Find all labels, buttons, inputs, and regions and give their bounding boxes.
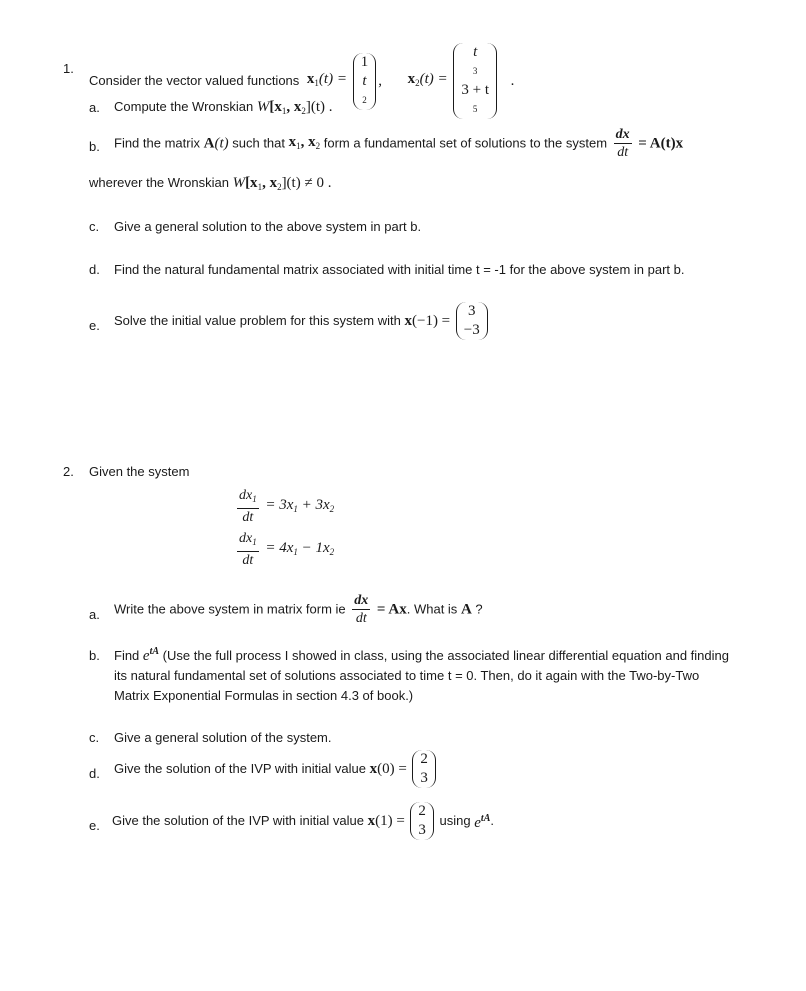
ivp-2d-x: x (369, 761, 378, 777)
eq2-rhs: = 4x (265, 539, 294, 556)
wronskian2-sub2: 2 (277, 182, 282, 192)
eq2-mid: − 1x (297, 539, 330, 556)
eq2-den: dt (242, 553, 254, 568)
comma: , (378, 73, 382, 89)
problem-2d-label: d. (89, 766, 100, 781)
derivative-numerator: dx (615, 127, 630, 142)
wronskian-symbol: W (256, 99, 270, 115)
initial-vector-2d-bottom: 3 (420, 770, 428, 786)
solution-x1-sub: 1 (296, 140, 301, 151)
wronskian2-open: [x (245, 175, 258, 191)
problem-2e-using: using (439, 813, 471, 828)
problem-2d-text (114, 750, 438, 788)
vector-x1-bottom-exp: 2 (362, 94, 367, 105)
initial-vector-1e-bottom: −3 (463, 322, 480, 338)
eq2-sub2: 2 (329, 546, 335, 557)
eq2-num: dx (239, 531, 253, 546)
problem-1c-text: Give a general solution to the above system in part b. (114, 219, 422, 234)
problem-2b-line1: (Use the full process I showed in class, using the associated linear differential equation and finding (162, 648, 729, 663)
system-rhs-A: = A (638, 135, 661, 152)
problem-2a-question: . What is (406, 601, 458, 617)
exp-e: e (142, 648, 150, 664)
vector-x1-subscript: 1 (314, 78, 319, 88)
problem-1a-text (114, 99, 333, 119)
problem-2e-label: e. (89, 818, 100, 833)
vector-x2-subscript: 2 (415, 78, 420, 88)
problem-1a-label: a. (89, 100, 100, 115)
wronskian-symbol-2: W (232, 175, 246, 191)
initial-vector-2e (410, 802, 434, 840)
initial-vector-2e-bottom: 3 (418, 822, 426, 838)
eq1-derivative (237, 487, 259, 526)
period: . (510, 73, 515, 89)
problem-1c-label: c. (89, 219, 100, 234)
problem-1d-label: d. (89, 262, 100, 277)
problem-1d-text: Find the natural fundamental matrix associated with initial time t = -1 for the above system in part b. (114, 262, 685, 277)
matrix-form-rhs: = Ax (376, 601, 407, 618)
problem-2b-find: Find (114, 648, 140, 663)
wronskian-close: ](t) . (305, 99, 333, 115)
vector-x1-bottom: t (362, 72, 367, 89)
vector-x2-bottom-exp: 5 (472, 104, 478, 114)
problem-1b-prompt-start: Find the matrix (114, 135, 200, 151)
problem-1b-text-line2 (89, 175, 331, 195)
problem-2a-prompt: Write the above system in matrix form ie (114, 601, 346, 617)
vector-x2-argument: (t) = (419, 71, 448, 87)
eq1-mid: + 3x (297, 496, 330, 513)
wronskian2-sub1: 1 (257, 182, 263, 192)
exp-tA-2e: tA (480, 813, 491, 824)
vector-x2-name: x (407, 71, 416, 87)
initial-vector-1e-top: 3 (468, 303, 476, 319)
matrix-form-den: dt (355, 611, 367, 626)
problem-2e-prompt: Give the solution of the IVP with initial value (112, 813, 364, 828)
problem-2b-text (114, 642, 774, 706)
ivp-2d-arg: (0) = (377, 761, 407, 777)
problem-1b-prompt-end: form a fundamental set of solutions to the system (323, 135, 608, 151)
wronskian-open: [x (269, 99, 282, 115)
matrix-A-symbol: A (203, 135, 215, 152)
problem-1b-prompt-mid: such that (232, 135, 286, 151)
eq2-derivative (237, 530, 259, 569)
problem-2c-label: c. (89, 730, 100, 745)
exp-tA: tA (149, 646, 160, 657)
problem-2a-text (114, 592, 483, 627)
derivative-dx-dt (614, 126, 632, 161)
vector-x1-argument: (t) = (318, 71, 347, 87)
period-2e: . (490, 813, 494, 828)
problem-2d-prompt: Give the solution of the IVP with initial value (114, 761, 366, 776)
vector-x2-top: t (473, 44, 478, 60)
problem-1e-label: e. (89, 318, 100, 333)
initial-vector-2d-top: 2 (420, 751, 428, 767)
problem-2c-text: Give a general solution of the system. (114, 730, 332, 745)
eq1-rhs: = 3x (265, 496, 294, 513)
solution-sep: , x (300, 133, 316, 150)
vector-x1-name: x (306, 71, 315, 87)
initial-vector-2d (412, 750, 436, 788)
problem-2b-line2: its natural fundamental set of solutions associated to time t = 0. Then, do it again with the Two-by-Two (114, 668, 700, 683)
problem-2-number: 2. (63, 464, 74, 479)
ivp-arg: (−1) = (411, 313, 451, 329)
eq1-num-sub: 1 (252, 494, 257, 504)
solution-x1: x (288, 133, 297, 150)
system-equation-2 (234, 530, 334, 569)
system-rhs-rest: (t)x (660, 135, 684, 152)
matrix-A-symbol-2a: A (460, 601, 472, 618)
ivp-2e-x: x (367, 813, 376, 829)
problem-1-number: 1. (63, 61, 74, 76)
wronskian2-close: ](t) ≠ 0 . (281, 175, 332, 191)
eq2-num-sub: 1 (252, 537, 257, 547)
vector-x1-column (353, 53, 377, 110)
problem-1-intro: Consider the vector valued functions (89, 73, 300, 88)
initial-vector-2e-top: 2 (418, 803, 426, 819)
vector-x2-bottom: 3 + t (461, 82, 489, 98)
problem-2b-line3: Matrix Exponential Formulas in section 4.3 of book.) (114, 688, 414, 703)
problem-1e-text (114, 302, 490, 340)
question-mark: ? (475, 601, 483, 617)
problem-1b-label: b. (89, 139, 100, 154)
problem-2-intro: Given the system (89, 464, 190, 479)
exp-e-2e: e (474, 815, 481, 831)
initial-vector-1e (456, 302, 488, 340)
problem-1e-prompt: Solve the initial value problem for this system with (114, 313, 401, 328)
matrix-form-num: dx (354, 593, 369, 608)
problem-1b-text (114, 126, 683, 161)
wronskian-sub1: 1 (281, 106, 287, 116)
matrix-A-arg: (t) (214, 135, 229, 152)
wronskian2-mid: , x (262, 175, 278, 191)
eq1-sub2: 2 (329, 503, 335, 514)
problem-2e-text (112, 802, 494, 840)
wronskian-sub2: 2 (301, 106, 306, 116)
vector-x2-column (453, 43, 497, 119)
vector-x1-top: 1 (360, 53, 369, 70)
matrix-form-derivative (352, 592, 370, 627)
eq2-sub1: 1 (293, 546, 298, 557)
vector-x2-top-exp: 3 (472, 66, 478, 76)
problem-2b-label: b. (89, 648, 100, 663)
problem-2a-label: a. (89, 607, 100, 622)
eq1-sub1: 1 (293, 503, 298, 514)
ivp-2e-arg: (1) = (375, 813, 405, 829)
wronskian-mid: , x (286, 99, 302, 115)
eq1-num: dx (239, 488, 253, 503)
problem-1a-prompt: Compute the Wronskian (114, 99, 254, 114)
solution-x2-sub: 2 (315, 140, 321, 151)
ivp-x: x (404, 313, 412, 329)
problem-1b-line2-prompt: wherever the Wronskian (89, 175, 229, 190)
derivative-denominator: dt (617, 145, 629, 160)
eq1-den: dt (242, 510, 254, 525)
system-equation-1 (234, 487, 334, 526)
